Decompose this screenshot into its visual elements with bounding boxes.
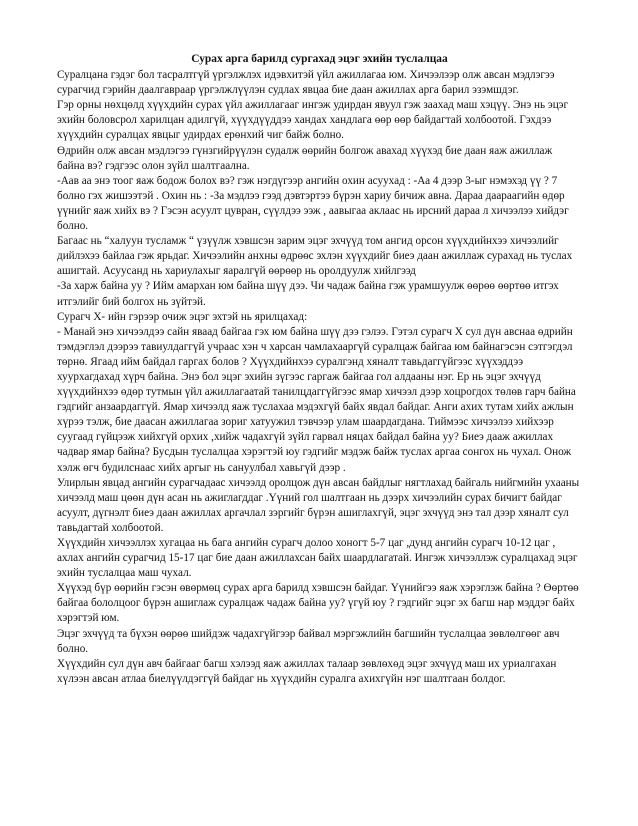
paragraph: Сурагч Х- ийн гэрээр очиж эцэг эхтэй нь ярилцахад: [57, 310, 308, 323]
paragraph: -За харж байна уу ? Ийм амархан юм байна шүү дээ. Чи чадаж байна гэж урамшуулж өөрөө өөртөө итгэх итгэлийг бий болгох нь зүйтэй. [57, 280, 559, 308]
paragraph: Суралцана гэдэг бол тасралтгүй үргэлжлэх идэвхитэй үйл ажиллагаа юм. Хичээлээр олж авсан мэдлэгээ сурагчид гэрийн даалгавраар үргэлжлүүлэн судлах явцаа бие даан ажиллах арга барил эзэмшдэг. [57, 69, 555, 97]
paragraph: Хүүхдийн хичээллэх хугацаа нь бага ангийн сурагч долоо хоногт 5-7 цаг ,дунд ангийн сурагч 10-12 цаг , ахлах ангийн сурагчид 15-17 цаг бие даан ажиллахсан байх шаардлагатай. Ингэж хичээллэж суралцахад эцэг эхийн туслалцаа маш чухал. [57, 537, 578, 580]
paragraph: Гэр орны нөхцөлд хүүхдийн сурах үйл ажиллагааг ингэж удирдан явуул гэж заахад маш хэцүү. Энэ нь эцэг эхийн боловсрол харилцан адилгүй, хүүхдүүддээ хандах хандлага өөр өөр байдагтай холбоотой. Гэхдээ хүүхдийн суралцах явцыг удирдах ерөнхий чиг байж болно. [57, 99, 569, 142]
paragraph: -Аав аа энэ тоог яаж бодож болох вэ? гэж нэгдүгээр ангийн охин асуухад : -Аа 4 дээр 3-ыг нэмэхэд үү ? 7 болно гэх жишээтэй . Охин нь : -За мэдлээ гээд дэвтэртээ бүрэн хариу бичиж авна. Дараа даараагийн өдөр үүнийг яаж хийх вэ ? Гэсэн асуулт цувран, сүүлдээ ээж , аавыгаа аклаас нь ирсний дараа л хичээлээ хийдэг болно. [57, 174, 569, 233]
paragraph: Хүүхдийн сул дүн авч байгааг багш хэлээд яаж ажиллах талаар зөвлөхөд эцэг эхчүүд маш их уриалгахан хүлээн авсан атлаа биелүүлдэггүй байдаг нь хүүхдийн суралга ахихгүйн нэг шалтгаан болдог. [57, 657, 557, 685]
paragraph: Багаас нь “халуун тусламж “ үзүүлж хэвшсэн зарим эцэг эхчүүд том ангид орсон хүүхдийнхээ хичээлийг дийлэхээ байлаа гэж ярьдаг. Хичээлийн анхны өдрөөс эхлэн хүүхдийг биеэ даан ажиллаж сурахад нь туслах ашигтай. Асуусанд нь хариулахыг яаралгүй өөрөөр нь оролдуулж хийлгээд [57, 235, 573, 278]
paragraph: - Манай энэ хичээлдээ сайн яваад байгаа гэх юм байна шүү дээ гэлээ. Гэтэл сурагч Х сул дүн авснаа өдрийн тэмдэглэл дээрээ тавиулдаггүй учраас хэн ч харсан чамлахааргүй суралцаж байгаа юм байнагэсэн сэтгэгдэл төрнө. Ягаад ийм байдал гаргах болов ? Хүүхдийнхээ суралгэнд хяналт тавьдаггүйгээс хүүхэддээ хуурхагдахад хүрч байна. Энэ бол эцэг эхийн зүгээс гаргаж байгаа гол алдааны нэг. Ер нь эцэг эхчүүд хүүхдийнхээ өдөр тутмын үйл ажиллагаатай танилцдаггүйгээс ямар хичээл дээр хоцрогдох төлөв гарч байна гэдгийг анзаардаггүй. Ямар хичээлд яаж туслахаа мэдэхгүй байх явдал байдаг. Анги ахих тутам хийх ажлын хүрээ тэлж, бие даасан ажиллагаа зориг хатуужил тэвчээр улам шаардагдана. Тиймээс хичээлээ хийхээр суугаад гүйцээж хийхгүй орхих ,хийж чадахгүй зүйл гарвал няцах байдал байна уу? Биеэ дааж ажиллах чадвар ямар байна? Бусдын туслалцаа хэрэгтэй юу гэдгийг мэдэж байж туслах аргаа сонгох нь чухал. Онож хэлж өгч будилснаас хийх аргыг нь сануулбал хавьгүй дээр . [57, 325, 576, 474]
paragraph: Эцэг эхчүүд та бүхэн өөрөө шийдэж чадахгүйгээр байвал мэргэжлийн багшийн туслалцаа зөвлөлгөөг авч болно. [57, 627, 560, 655]
document-title: Сурах арга барилд сургахад эцэг эхийн туслалцаа [191, 53, 448, 65]
paragraph: Хүүхэд бүр өөрийн гэсэн өвөрмөц сурах арга барилд хэвшсэн байдаг. Үүнийгээ яаж хэрэглэж байна ? Өөртөө байгаа бололцоог бүрэн ашиглаж суралцаж чадаж байна уу? үгүй юу ? гэдгийг эцэг эх багш нар мэддэг байх хэрэгтэй юм. [57, 582, 579, 625]
paragraph: Өдрийн олж авсан мэдлэгээ гүнзгийрүүлэн судалж өөрийн болгож авахад хүүхэд бие даан яаж ажиллаж байна вэ? гэдгээс олон зүйл шалтгаална. [57, 144, 553, 172]
paragraph: Улирлын явцад ангийн сурагчадаас хичээлд оролцож дүн авсан байдлыг нягтлахад байгаль нийгмийн ухааны хичээлд маш цөөн дүн асан нь ажиглагддаг .Үүний гол шалтгаан нь дээрх хичээлийн сурах бичигт байдаг асуулт, дүгнэлт биеэ даан ажиллах аргачлал зэргийг бүрэн ашиглахгүй, эцэг эхчүүд энэ тал дээр хяналт сул тавьдагтай холбоотой. [57, 476, 580, 534]
